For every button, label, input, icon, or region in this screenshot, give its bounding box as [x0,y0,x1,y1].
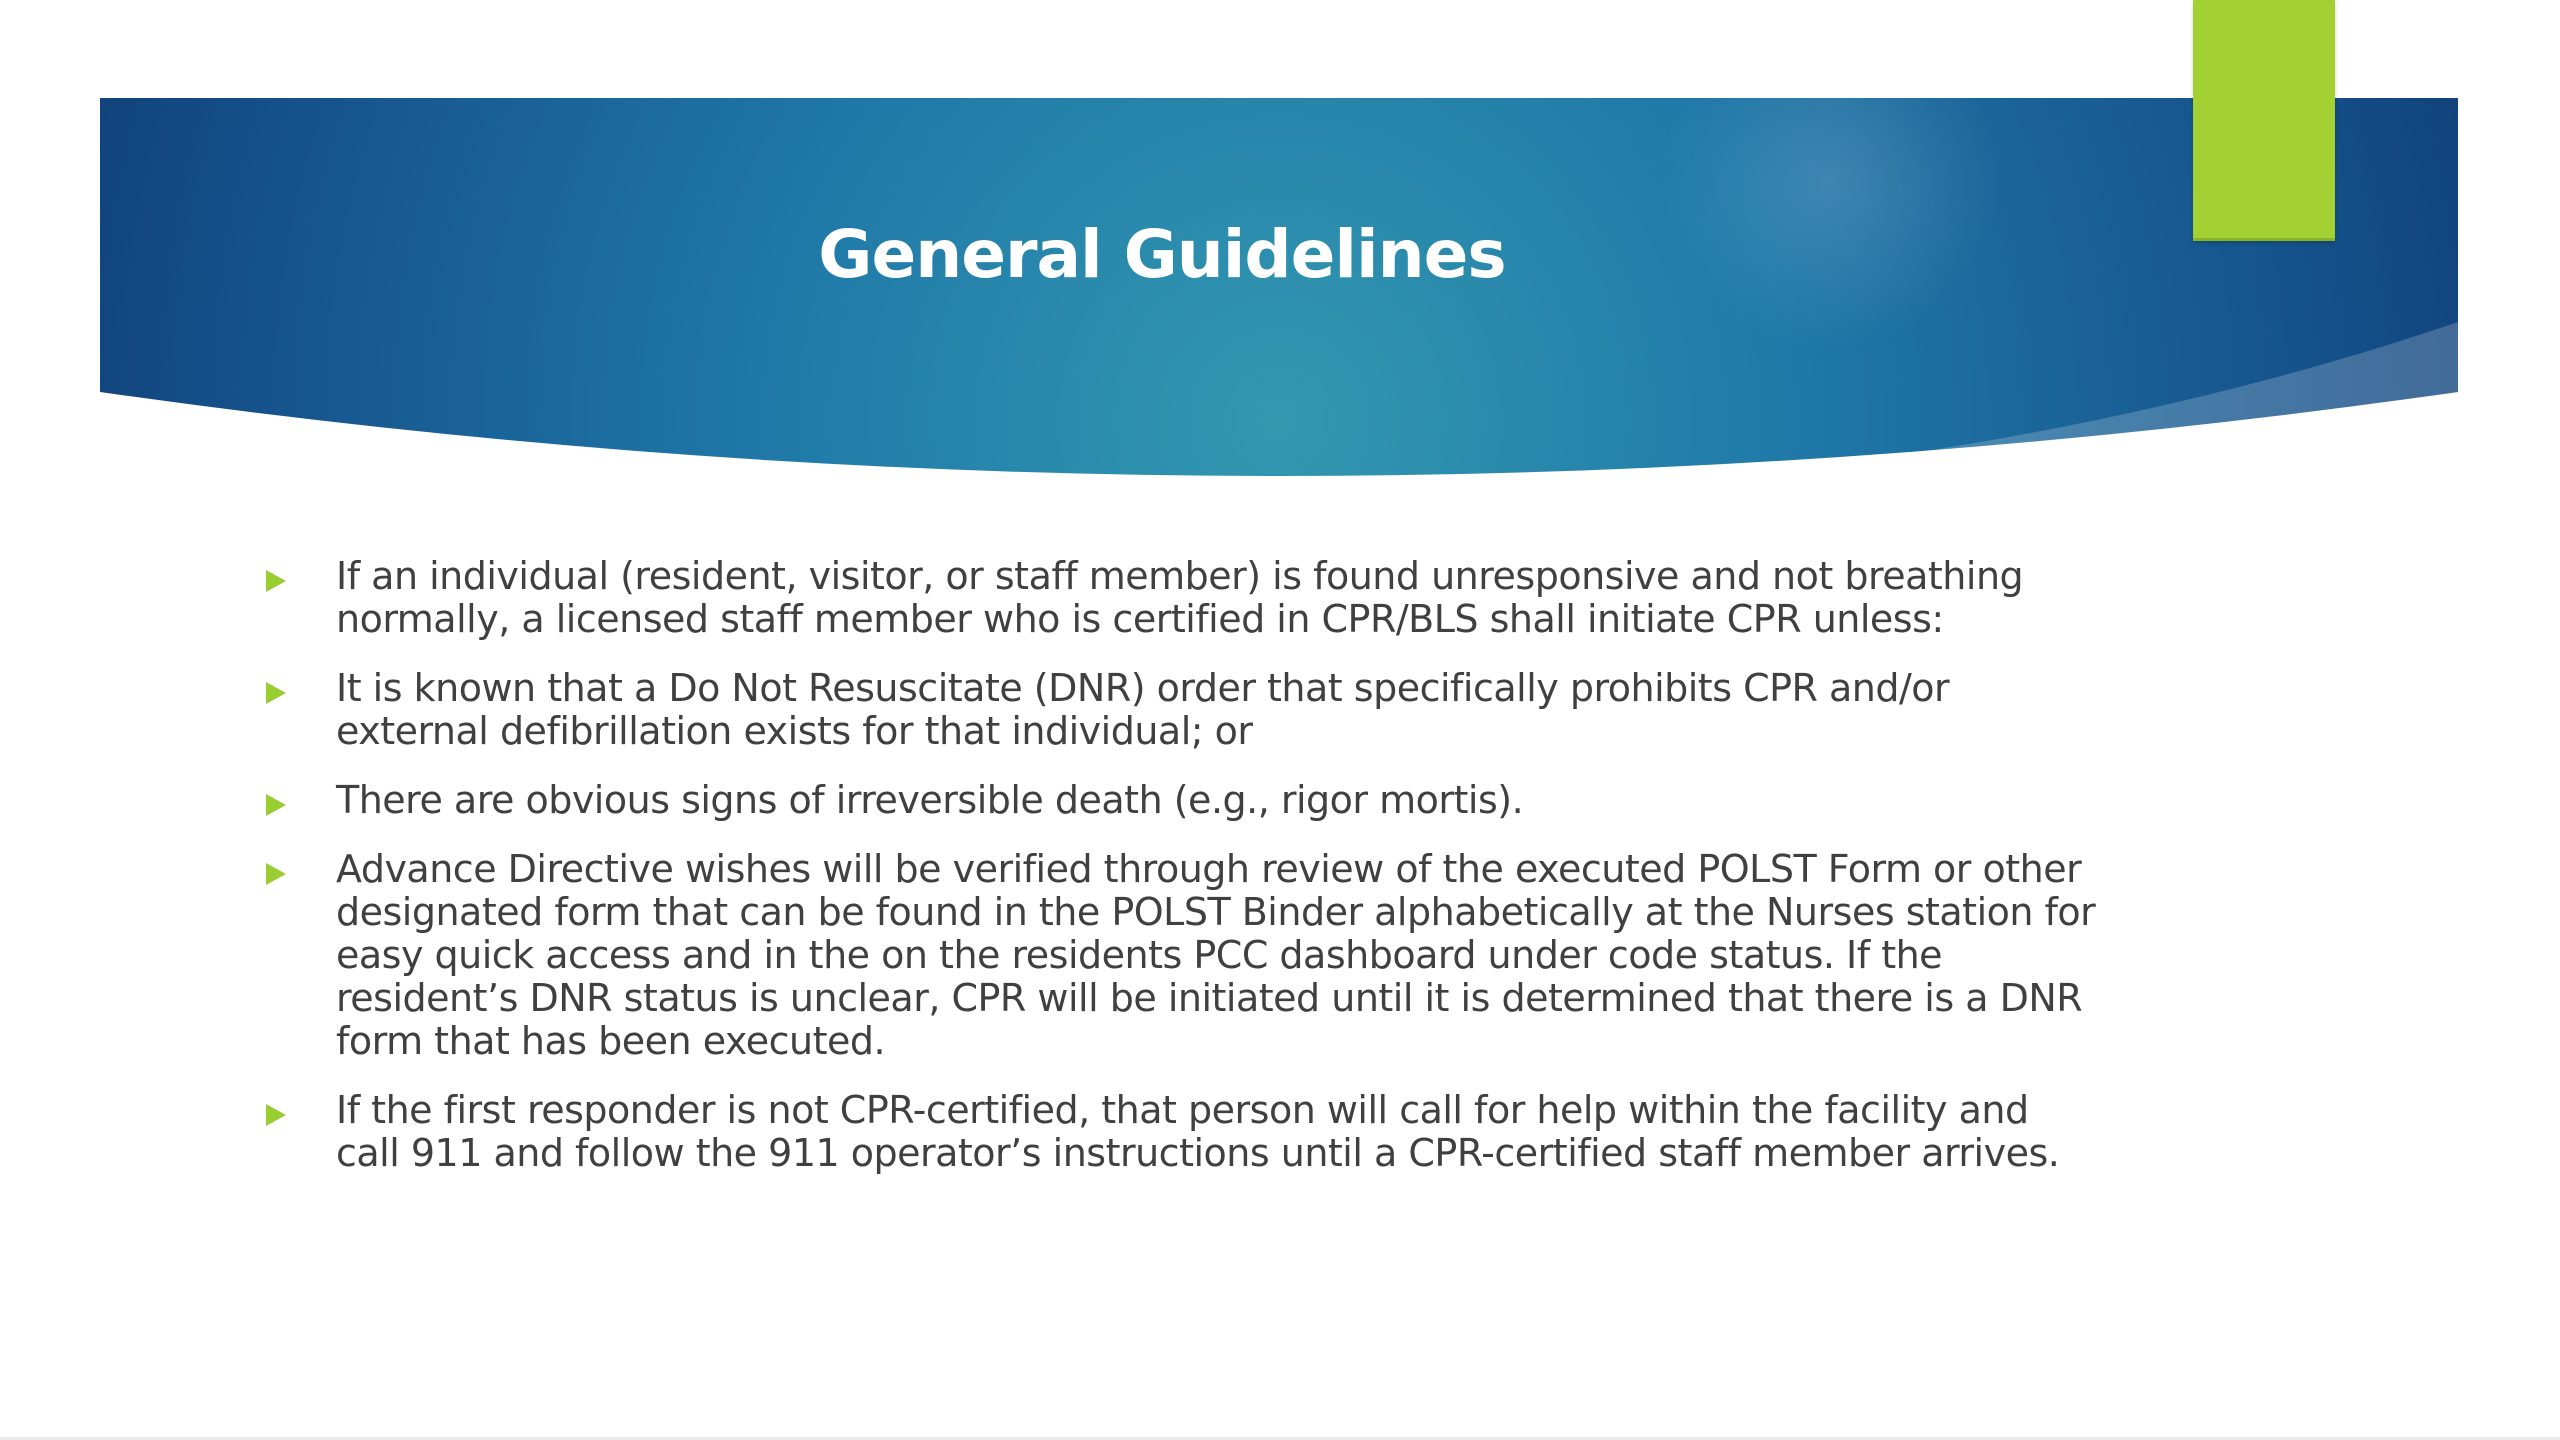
slide-title: General Guidelines [818,216,1506,293]
green-triangle-bullet-icon [266,794,286,816]
bullet-list [258,555,2098,1201]
green-triangle-bullet-icon [266,570,286,592]
bullet-text: If an individual (resident, visitor, or staff member) is found unresponsive and not breathing normally, a licensed staff member who is certified in CPR/BLS shall initiate CPR unless: [336,554,2024,641]
green-triangle-bullet-icon [266,682,286,704]
bullet-item [258,848,2098,1063]
accent-tab [2193,0,2335,241]
bullet-text: Advance Directive wishes will be verified through review of the executed POLST Form or other designated form that can be found in the POLST Binder alphabetically at the Nurses station for easy quick access and in the on the residents PCC dashboard under code status. If the resident’s DNR status is unclear, CPR will be initiated until it is determined that there is a DNR form that has been executed. [336,847,2096,1063]
bullet-item [258,1089,2098,1175]
bullet-text: If the first responder is not CPR-certified, that person will call for help within the facility and call 911 and follow the 911 operator’s instructions until a CPR-certified staff member arrives. [336,1088,2060,1175]
green-triangle-bullet-icon [266,863,286,885]
green-triangle-bullet-icon [266,1104,286,1126]
bullet-text: It is known that a Do Not Resuscitate (DNR) order that specifically prohibits CPR and/or external defibrillation exists for that individual; or [336,666,1950,753]
bullet-item [258,779,2098,822]
bullet-text: There are obvious signs of irreversible death (e.g., rigor mortis). [336,778,1524,822]
bullet-item [258,667,2098,753]
bullet-item [258,555,2098,641]
